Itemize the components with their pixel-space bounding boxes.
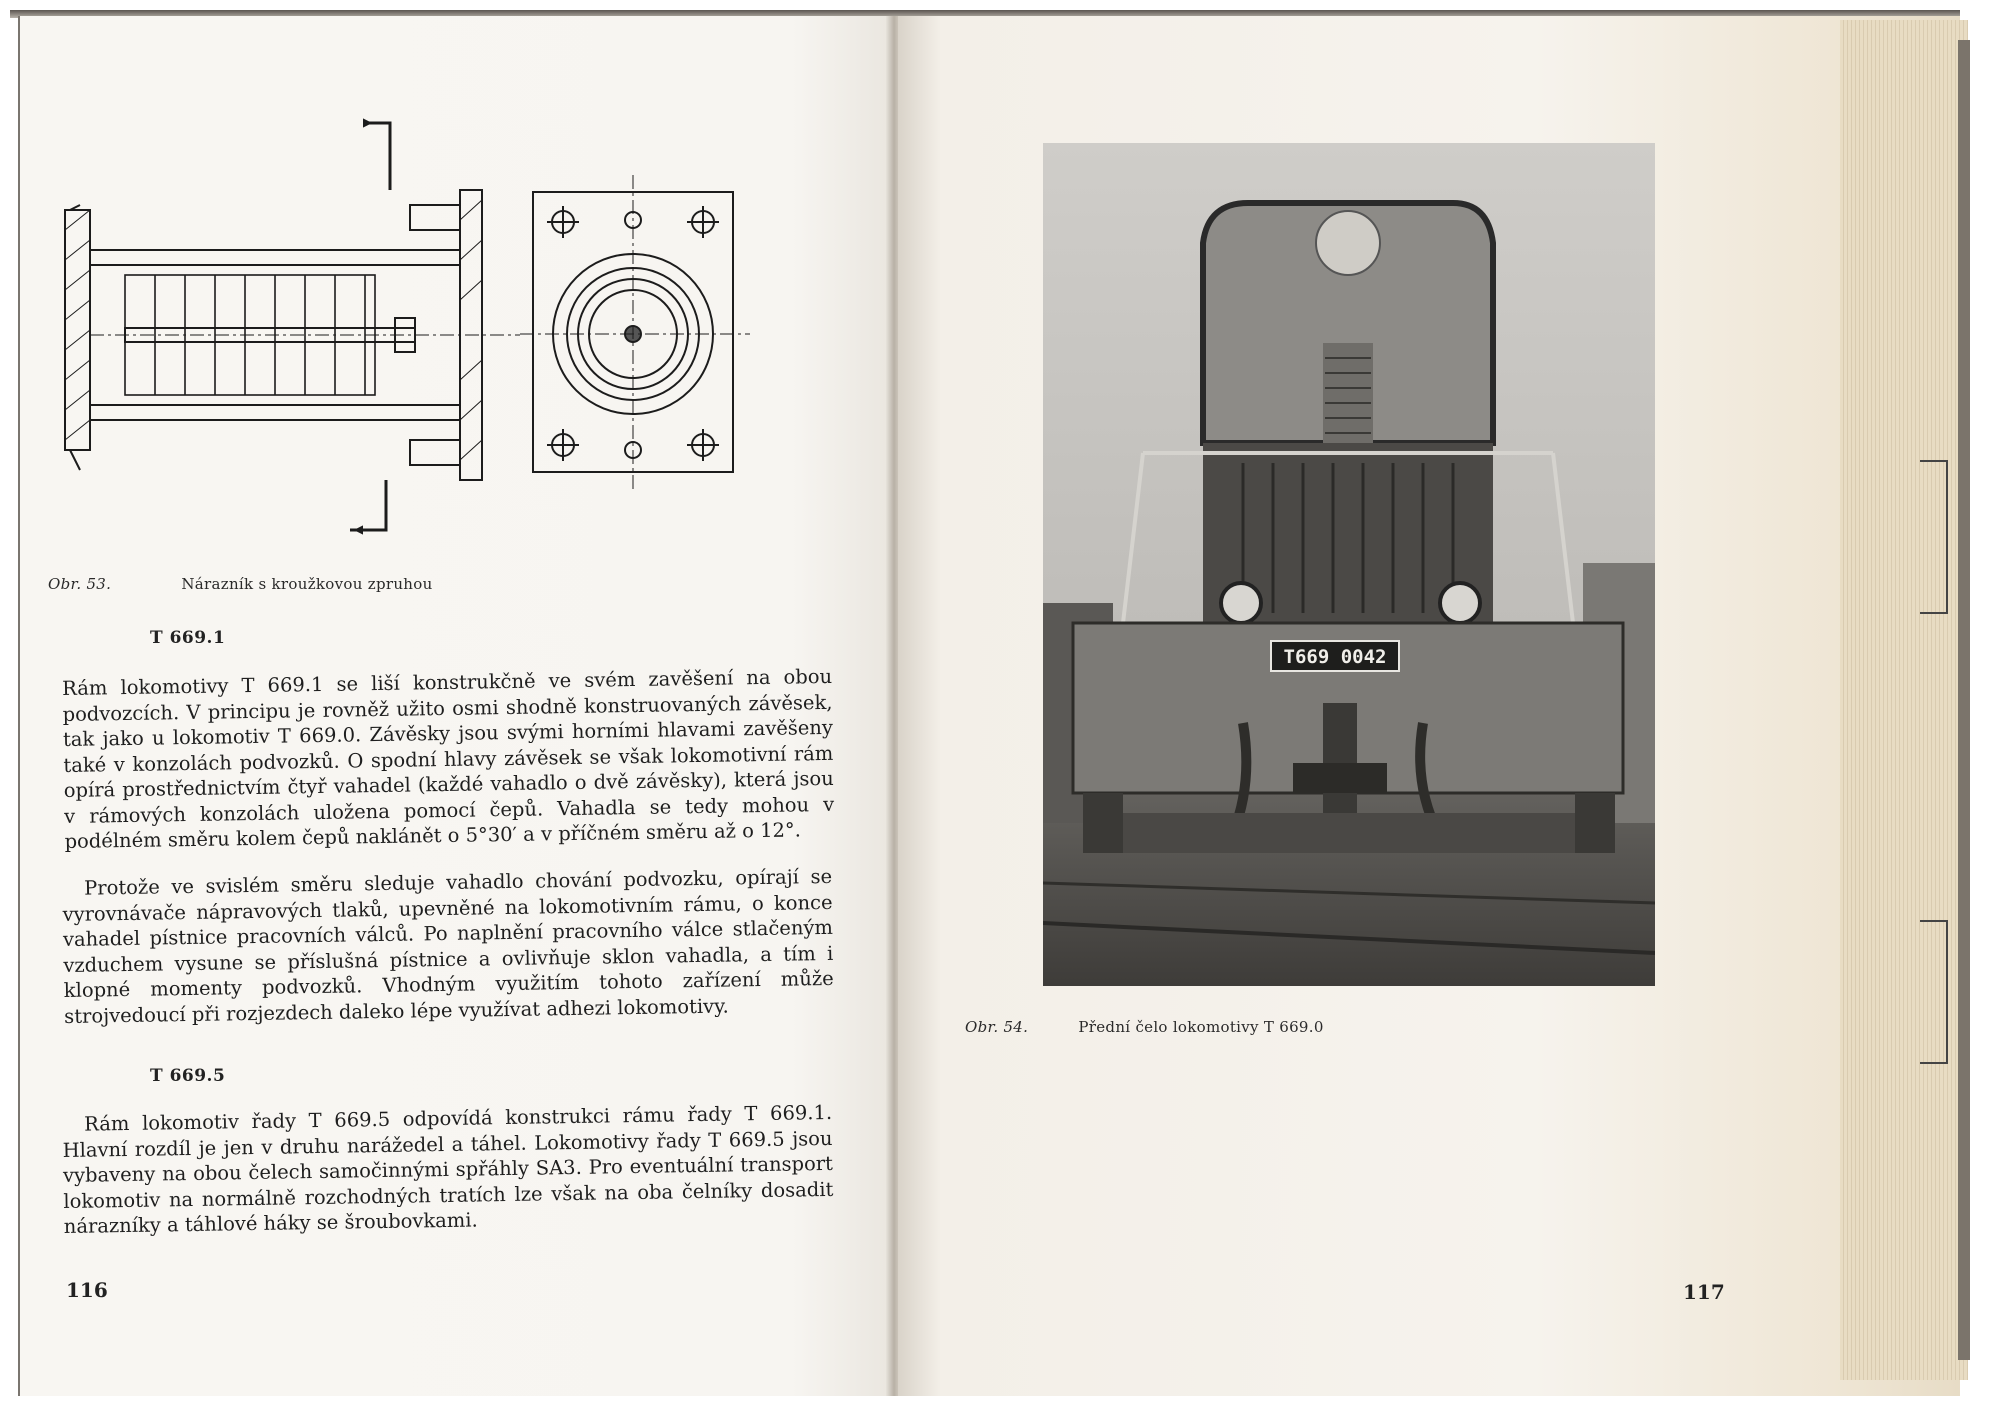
edge-mark — [1920, 460, 1948, 614]
locomotive-photo-svg — [1043, 143, 1655, 986]
figure-54-caption — [965, 1018, 1324, 1036]
paragraph-t6691-1: Rám lokomotivy T 669.1 se liší konstrukčně ve svém zavěšení na obou podvozcích. V principu je rovněž užito osmi shodně konstruovaných závěsek, tak jako u lokomotiv T 669.0. Závěsky jsou svými horními hlavami zavěšeny také v konzolách podvozků. O spodní hlavy závěsek se však lokomotivní rám opírá prostřednictvím čtyř vahadel (každé vahadlo o dvě závěsky), která jsou v rámových konzolách uložena pomocí čepů. Vahadla se tedy mohou v podélném směru kolem čepů naklánět o 5°30′ a v příčném směru až o 12°. — [62, 664, 835, 853]
section-title-t6691: T 669.1 — [150, 628, 226, 648]
page-edges — [1840, 20, 1968, 1380]
figure-54-text: Přední čelo lokomotivy T 669.0 — [1078, 1018, 1324, 1036]
figure-53-caption — [48, 575, 433, 593]
book-side-strip — [1958, 40, 1970, 1360]
figure-53-text: Nárazník s kroužkovou zpruhou — [181, 575, 433, 593]
edge-mark — [1920, 920, 1948, 1064]
figure-53-number: Obr. 53. — [48, 575, 112, 593]
section-title-t6695: T 669.5 — [150, 1066, 226, 1086]
figure-54-number: Obr. 54. — [965, 1018, 1029, 1036]
number-plate: T669 0042 — [1283, 646, 1387, 668]
buffer-technical-drawing — [50, 110, 820, 550]
locomotive-photo — [1043, 143, 1655, 986]
paragraph-t6691-2: Protože ve svislém směru sleduje vahadlo chování podvozku, opírají se vyrovnávače nápravových tlaků, upevněné na lokomotivním rámu, o konce vahadel pístnice pracovních válců. Po naplnění pracovního válce stlačeným vzduchem vysune se příslušná pístnice a ovlivňuje sklon vahadla, a tím i klopné momenty podvozků. Vhodným využitím tohoto zařízení může strojvedoucí při rozjezdech daleko lépe využívat adhezi lokomotivy. — [62, 864, 834, 1028]
page-number-right: 117 — [1683, 1280, 1725, 1304]
paragraph-t6695-1: Rám lokomotiv řady T 669.5 odpovídá konstrukci rámu řady T 669.1. Hlavní rozdíl je jen v druhu narážedel a táhel. Lokomotivy řady T 669.5 jsou vybaveny na obou čelech samočinnými spřáhly SA3. Pro eventuální transport lokomotiv na normálně rozchodných tratích lze však na oba čelníky dosadit nárazníky a táhlové háky se šroubovkami. — [62, 1100, 834, 1238]
buffer-drawing-svg — [50, 110, 820, 550]
page-number-left: 116 — [66, 1278, 108, 1302]
